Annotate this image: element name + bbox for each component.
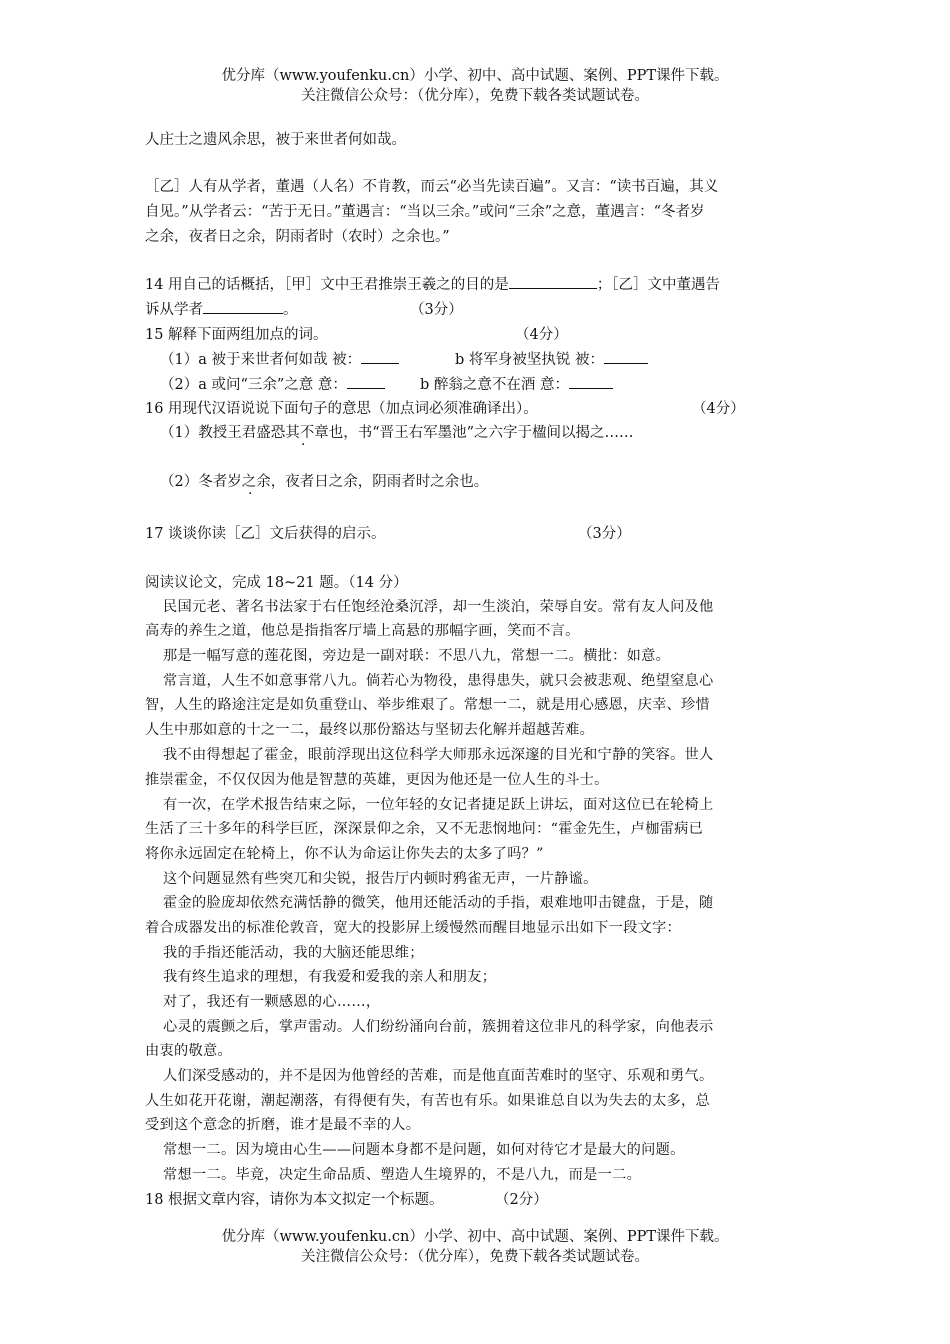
yi-text-line-2: 自见。”从学者云：“苦于无日。”董遇言：“当以三余。”或问“三余”之意，董遇言：“冬者岁 bbox=[145, 204, 705, 220]
question-17-heading: 17 谈谈你读［乙］文后获得的启示。 bbox=[145, 526, 386, 542]
q15-blank-2a[interactable] bbox=[347, 374, 385, 389]
article-line: 常想一二。因为境由心生——问题本身都不是问题，如何对待它才是最大的问题。 bbox=[163, 1142, 685, 1158]
article-line: 生活了三十多年的科学巨匠，深深景仰之余，又不无悲悯地问：“霍金先生，卢枷雷病已 bbox=[145, 821, 704, 837]
q14-prompt: 14 用自己的话概括，［甲］文中王君推崇王羲之的目的是 bbox=[145, 277, 509, 293]
q16-score: （4分） bbox=[692, 401, 745, 417]
question-14-line-1 bbox=[145, 273, 720, 294]
q15-r1a: （1）a 被于来世者何如哉 被： bbox=[160, 352, 362, 368]
page-footer bbox=[0, 1227, 950, 1267]
article-line: 民国元老、著名书法家于右任饱经沧桑沉浮，却一生淡泊，荣辱自安。常有友人问及他 bbox=[163, 599, 714, 615]
q14-answer-blank-2[interactable] bbox=[203, 299, 283, 314]
q15-r2b: b 醉翁之意不在酒 意： bbox=[420, 377, 569, 393]
q15-row-2 bbox=[160, 373, 385, 394]
yi-text-line-1: ［乙］人有从学者，董遇（人名）不肯教，而云“必当先读百遍”。又言：“读书百遍，其义 bbox=[145, 179, 719, 195]
emphasis-dot-1: · bbox=[301, 437, 306, 453]
question-18-heading: 18 根据文章内容，请你为本文拟定一个标题。 bbox=[145, 1192, 444, 1208]
article-line: 智，人生的路途注定是如负重登山、举步维艰了。常想一二，就是用心感恩，庆幸、珍惜 bbox=[145, 697, 711, 713]
question-16-heading: 16 用现代汉语说说下面句子的意思（加点词必须准确译出）。 bbox=[145, 401, 538, 417]
q18-score: （2分） bbox=[495, 1192, 548, 1208]
article-line: 我的手指还能活动，我的大脑还能思维； bbox=[163, 945, 424, 961]
article-line: 人生如花开花谢，潮起潮落，有得便有失，有苦也有乐。如果谁总自以为失去的太多，总 bbox=[145, 1093, 711, 1109]
q14-period: 。 bbox=[283, 302, 298, 318]
emphasis-dot-2: · bbox=[248, 486, 253, 502]
jia-text-ending: 人庄士之遗风余思，被于来世者何如哉。 bbox=[145, 132, 406, 148]
q15-row-2b bbox=[420, 373, 613, 394]
article-line: 常言道，人生不如意事常八九。倘若心为物役，患得患失，就只会被悲观、绝望窒息心 bbox=[163, 673, 714, 689]
article-line: 受到这个意念的折磨，谁才是最不幸的人。 bbox=[145, 1117, 421, 1133]
reading-heading: 阅读议论文，完成 18~21 题。（14 分） bbox=[145, 575, 408, 591]
article-line: 我有终生追求的理想，有我爱和爱我的亲人和朋友； bbox=[163, 969, 497, 985]
q15-row-1b bbox=[455, 348, 648, 369]
q16-sentence-1: （1）教授王君盛恐其不章也，书“晋王右军墨池”之六字于楹间以揭之…… bbox=[160, 425, 634, 441]
q16-sentence-2: （2）冬者岁之余，夜者日之余，阴雨者时之余也。 bbox=[160, 474, 489, 490]
article-line: 推崇霍金，不仅仅因为他是智慧的英雄，更因为他还是一位人生的斗士。 bbox=[145, 772, 609, 788]
page-header bbox=[0, 66, 950, 106]
article-line: 这个问题显然有些突兀和尖锐，报告厅内顿时鸦雀无声，一片静谧。 bbox=[163, 871, 598, 887]
article-line: 着合成器发出的标准伦敦音，宽大的投影屏上缓慢然而醒目地显示出如下一段文字： bbox=[145, 920, 682, 936]
article-line: 对了，我还有一颗感恩的心……， bbox=[163, 994, 381, 1010]
q17-score: （3分） bbox=[578, 526, 631, 542]
header-line-1: 优分库（www.youfenku.cn）小学、初中、高中试题、案例、PPT课件下载。 bbox=[221, 68, 729, 84]
article-line: 由衷的敬意。 bbox=[145, 1043, 232, 1059]
article-line: 常想一二。毕竟，决定生命品质、塑造人生境界的，不是八九，而是一二。 bbox=[163, 1167, 642, 1183]
q15-row-1 bbox=[160, 348, 399, 369]
q14-score: （3分） bbox=[410, 302, 463, 318]
q15-blank-2b[interactable] bbox=[569, 374, 613, 389]
article-line: 那是一幅写意的莲花图，旁边是一副对联：不思八九，常想一二。横批：如意。 bbox=[163, 648, 671, 664]
q15-r1b: b 将军身被坚执锐 被： bbox=[455, 352, 604, 368]
q14-prompt-cont: ；［乙］文中董遇告 bbox=[596, 277, 721, 293]
article-line: 将你永远固定在轮椅上，你不认为命运让你失去的太多了吗？” bbox=[145, 846, 544, 862]
article-line: 人生中那如意的十之一二，最终以那份豁达与坚韧去化解并超越苦难。 bbox=[145, 722, 595, 738]
footer-line-1: 优分库（www.youfenku.cn）小学、初中、高中试题、案例、PPT课件下载。 bbox=[221, 1229, 729, 1245]
article-line: 心灵的震颤之后，掌声雷动。人们纷纷涌向台前，簇拥着这位非凡的科学家，向他表示 bbox=[163, 1019, 714, 1035]
article-line: 人们深受感动的，并不是因为他曾经的苦难，而是他直面苦难时的坚守、乐观和勇气。 bbox=[163, 1068, 714, 1084]
footer-line-2: 关注微信公众号：（优分库），免费下载各类试题试卷。 bbox=[301, 1249, 649, 1265]
article-line: 高寿的养生之道，他总是指指客厅墙上高悬的那幅字画，笑而不言。 bbox=[145, 623, 580, 639]
q14-prompt-cont2: 诉从学者 bbox=[145, 302, 203, 318]
article-line: 我不由得想起了霍金，眼前浮现出这位科学大师那永远深邃的目光和宁静的笑容。世人 bbox=[163, 747, 714, 763]
q14-answer-blank-1[interactable] bbox=[509, 274, 597, 289]
q15-blank-1b[interactable] bbox=[604, 349, 648, 364]
article-line: 有一次，在学术报告结束之际，一位年轻的女记者捷足跃上讲坛，面对这位已在轮椅上 bbox=[163, 797, 714, 813]
question-15-heading: 15 解释下面两组加点的词。 bbox=[145, 327, 328, 343]
question-14-line-2 bbox=[145, 298, 298, 319]
q15-score: （4分） bbox=[515, 327, 568, 343]
q15-r2a: （2）a 或问“三余”之意 意： bbox=[160, 377, 347, 393]
article-line: 霍金的脸庞却依然充满恬静的微笑，他用还能活动的手指，艰难地叩击键盘，于是，随 bbox=[163, 895, 714, 911]
yi-text-line-3: 之余，夜者日之余，阴雨者时（农时）之余也。” bbox=[145, 229, 450, 245]
header-line-2: 关注微信公众号：（优分库），免费下载各类试题试卷。 bbox=[301, 88, 649, 104]
q15-blank-1a[interactable] bbox=[361, 349, 399, 364]
